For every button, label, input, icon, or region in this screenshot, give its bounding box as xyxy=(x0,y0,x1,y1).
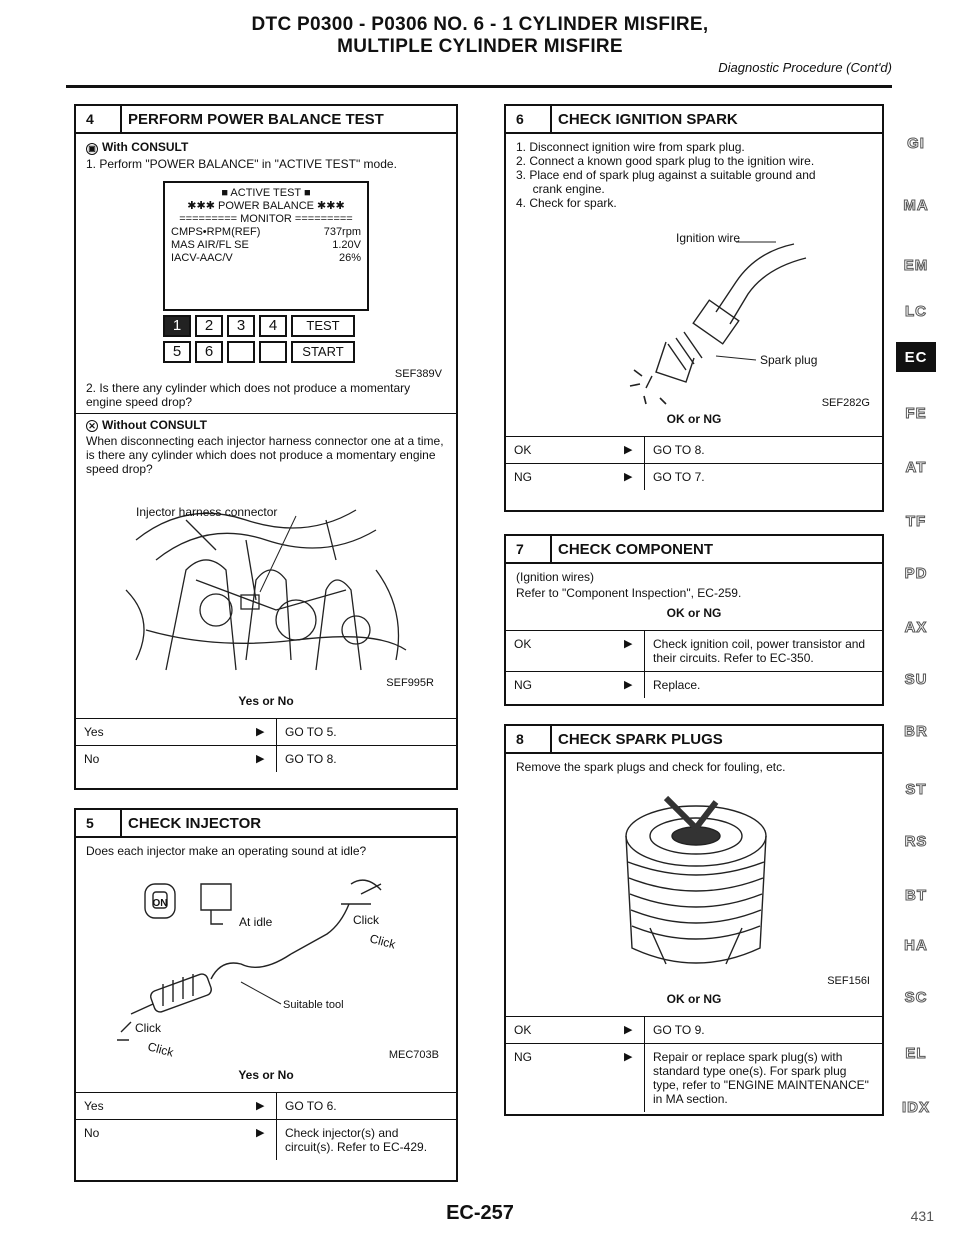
instruction-item: crank engine. xyxy=(516,182,605,196)
tab-gi[interactable]: GI xyxy=(907,134,925,152)
figure-code: SEF282G xyxy=(821,397,870,408)
figure-code: SEF156I xyxy=(827,975,870,987)
instruction-item: 3. Place end of spark plug against a suitable ground and xyxy=(516,168,816,182)
at-idle-label: At idle xyxy=(239,915,273,929)
step-5-header xyxy=(76,810,456,838)
arrow-icon: ▶ xyxy=(256,726,265,738)
step-6-header xyxy=(506,106,882,134)
step-title: CHECK COMPONENT xyxy=(558,540,714,558)
decision-label: OK or NG xyxy=(666,992,722,1006)
step-number: 6 xyxy=(506,106,552,132)
result-row: OK ▶ GO TO 8. xyxy=(506,436,882,463)
without-consult-text: When disconnecting each injector harness connector one at a time, is there any cylinder which does not produce a momentary engine speed drop? xyxy=(86,434,444,476)
step-7-line-1: (Ignition wires) xyxy=(516,570,595,584)
tab-br[interactable]: BR xyxy=(904,722,928,740)
instruction-item: 1. Disconnect ignition wire from spark plug. xyxy=(516,140,745,154)
screen-line-1: ■ ACTIVE TEST ■ xyxy=(221,187,311,199)
step-7-line-2: Refer to "Component Inspection", EC-259. xyxy=(516,586,742,600)
key-test: TEST xyxy=(291,315,355,337)
header-rule xyxy=(66,85,892,88)
tab-pd[interactable]: PD xyxy=(904,564,928,582)
with-consult-heading: ▣ With CONSULT xyxy=(86,140,446,155)
key-1: 1 xyxy=(163,315,191,337)
step-8-text: Remove the spark plugs and check for fouling, etc. xyxy=(516,760,786,774)
step-8-body xyxy=(506,754,882,1016)
screen-line-2: ✱✱✱ POWER BALANCE ✱✱✱ xyxy=(187,200,345,212)
key-blank xyxy=(259,341,287,363)
click-label: Click xyxy=(135,1021,161,1035)
step-title: CHECK SPARK PLUGS xyxy=(558,730,723,748)
step-number: 8 xyxy=(506,726,552,752)
step-number: 7 xyxy=(506,536,552,562)
step-4-instruction-1: 1. Perform "POWER BALANCE" in "ACTIVE TEST" mode. xyxy=(86,157,397,171)
key-blank xyxy=(227,341,255,363)
tab-rs[interactable]: RS xyxy=(904,832,928,850)
tab-ha[interactable]: HA xyxy=(904,936,928,954)
key-2: 2 xyxy=(195,315,223,337)
step-number: 5 xyxy=(76,810,122,836)
step-number: 4 xyxy=(76,106,122,132)
screen-row: MAS AIR/FL SE 1.20V xyxy=(171,239,361,251)
result-row: NG ▶ Repair or replace spark plug(s) with standard type one(s). For spark plug type, refer to "ENGINE MAINTENANCE" in MA section. xyxy=(506,1043,882,1112)
figure-code: SEF995R xyxy=(386,677,434,689)
screen-line-3: ========= MONITOR ========= xyxy=(179,213,353,225)
decision-label: OK or NG xyxy=(666,412,722,426)
no-consult-icon: ✕ xyxy=(86,420,98,432)
title-line-2: MULTIPLE CYLINDER MISFIRE xyxy=(337,36,623,57)
screen-row: CMPS•RPM(REF) 737rpm xyxy=(171,226,361,238)
arrow-icon: ▶ xyxy=(256,1127,265,1139)
corner-page-number: 431 xyxy=(910,1208,934,1224)
step-6-box xyxy=(504,104,884,512)
key-5: 5 xyxy=(163,341,191,363)
tab-lc[interactable]: LC xyxy=(905,302,927,320)
tab-idx[interactable]: IDX xyxy=(901,1098,930,1116)
tab-tf[interactable]: TF xyxy=(905,512,927,530)
step-4-body xyxy=(76,134,456,409)
tool-label: Suitable tool xyxy=(283,999,344,1011)
step-title: CHECK IGNITION SPARK xyxy=(558,110,738,128)
arrow-icon: ▶ xyxy=(624,1024,633,1036)
spark-plug-label: Spark plug xyxy=(760,353,818,367)
step-6-instructions xyxy=(516,140,872,210)
click-label: Click xyxy=(368,931,397,952)
decision-label: Yes or No xyxy=(238,694,294,708)
step-4-box xyxy=(74,104,458,790)
result-row: Yes ▶ GO TO 6. xyxy=(76,1092,456,1119)
result-row: Yes ▶ GO TO 5. xyxy=(76,718,456,745)
arrow-icon: ▶ xyxy=(624,444,633,456)
arrow-icon: ▶ xyxy=(624,471,633,483)
ignition-wire-label: Ignition wire xyxy=(676,231,741,245)
tab-em[interactable]: EM xyxy=(903,256,929,274)
decision-label: Yes or No xyxy=(238,1068,294,1082)
instruction-item: 4. Check for spark. xyxy=(516,196,617,210)
result-row: No ▶ Check injector(s) and circuit(s). Refer to EC-429. xyxy=(76,1119,456,1160)
tab-at[interactable]: AT xyxy=(905,458,927,476)
on-label: ON xyxy=(152,898,168,909)
step-8-header xyxy=(506,726,882,754)
key-start: START xyxy=(291,341,355,363)
tab-su[interactable]: SU xyxy=(904,670,928,688)
step-5-question: Does each injector make an operating sound at idle? xyxy=(86,844,367,858)
key-4: 4 xyxy=(259,315,287,337)
step-4-header xyxy=(76,106,456,134)
arrow-icon: ▶ xyxy=(256,753,265,765)
without-consult-heading: ✕ Without CONSULT xyxy=(86,418,446,432)
result-row: NG ▶ GO TO 7. xyxy=(506,463,882,490)
step-8-box xyxy=(504,724,884,1116)
consult-keypad xyxy=(163,315,369,363)
page-number: EC-257 xyxy=(446,1202,514,1224)
injector-harness-figure xyxy=(96,480,436,690)
tab-bt[interactable]: BT xyxy=(905,886,927,904)
click-label: Click xyxy=(353,913,379,927)
instruction-item: 2. Connect a known good spark plug to the ignition wire. xyxy=(516,154,815,168)
consult-screen xyxy=(163,181,369,311)
step-4-instruction-2: 2. Is there any cylinder which does not produce a momentary engine speed drop? xyxy=(86,381,411,409)
spark-plug-figure xyxy=(516,778,872,988)
key-6: 6 xyxy=(195,341,223,363)
key-3: 3 xyxy=(227,315,255,337)
arrow-icon: ▶ xyxy=(624,1051,633,1063)
tab-fe[interactable]: FE xyxy=(905,404,927,422)
screen-row: IACV-AAC/V 26% xyxy=(171,252,361,264)
step-6-body xyxy=(506,134,882,436)
injector-check-figure xyxy=(91,864,441,1064)
result-row: OK ▶ GO TO 9. xyxy=(506,1016,882,1043)
tab-ax[interactable]: AX xyxy=(904,618,928,636)
arrow-icon: ▶ xyxy=(256,1100,265,1112)
tab-el[interactable]: EL xyxy=(905,1044,927,1062)
step-5-body xyxy=(76,838,456,1092)
ignition-spark-figure xyxy=(516,212,872,408)
click-label: Click xyxy=(146,1039,175,1060)
result-row: OK ▶ Check ignition coil, power transistor and their circuits. Refer to EC-350. xyxy=(506,630,882,671)
page-title xyxy=(0,14,960,58)
tab-ma[interactable]: MA xyxy=(903,196,929,214)
tab-ec[interactable]: EC xyxy=(896,342,936,372)
step-7-box xyxy=(504,534,884,706)
step-7-body xyxy=(506,564,882,630)
page-subtitle: Diagnostic Procedure (Cont'd) xyxy=(718,60,892,75)
figure-code: SEF389V xyxy=(394,368,442,380)
arrow-icon: ▶ xyxy=(624,679,633,691)
result-row: NG ▶ Replace. xyxy=(506,671,882,698)
title-line-1: DTC P0300 - P0306 NO. 6 - 1 CYLINDER MISFIRE, xyxy=(251,14,709,35)
step-7-header xyxy=(506,536,882,564)
figure-code: MEC703B xyxy=(388,1049,439,1061)
tab-sc[interactable]: SC xyxy=(904,988,928,1006)
step-5-box xyxy=(74,808,458,1182)
figure-label: Injector harness connector xyxy=(136,505,278,519)
arrow-icon: ▶ xyxy=(624,638,633,650)
consult-icon: ▣ xyxy=(86,143,98,155)
decision-label: OK or NG xyxy=(666,606,722,620)
step-title: PERFORM POWER BALANCE TEST xyxy=(128,110,384,128)
step-title: CHECK INJECTOR xyxy=(128,814,262,832)
tab-st[interactable]: ST xyxy=(905,780,927,798)
result-row: No ▶ GO TO 8. xyxy=(76,745,456,772)
